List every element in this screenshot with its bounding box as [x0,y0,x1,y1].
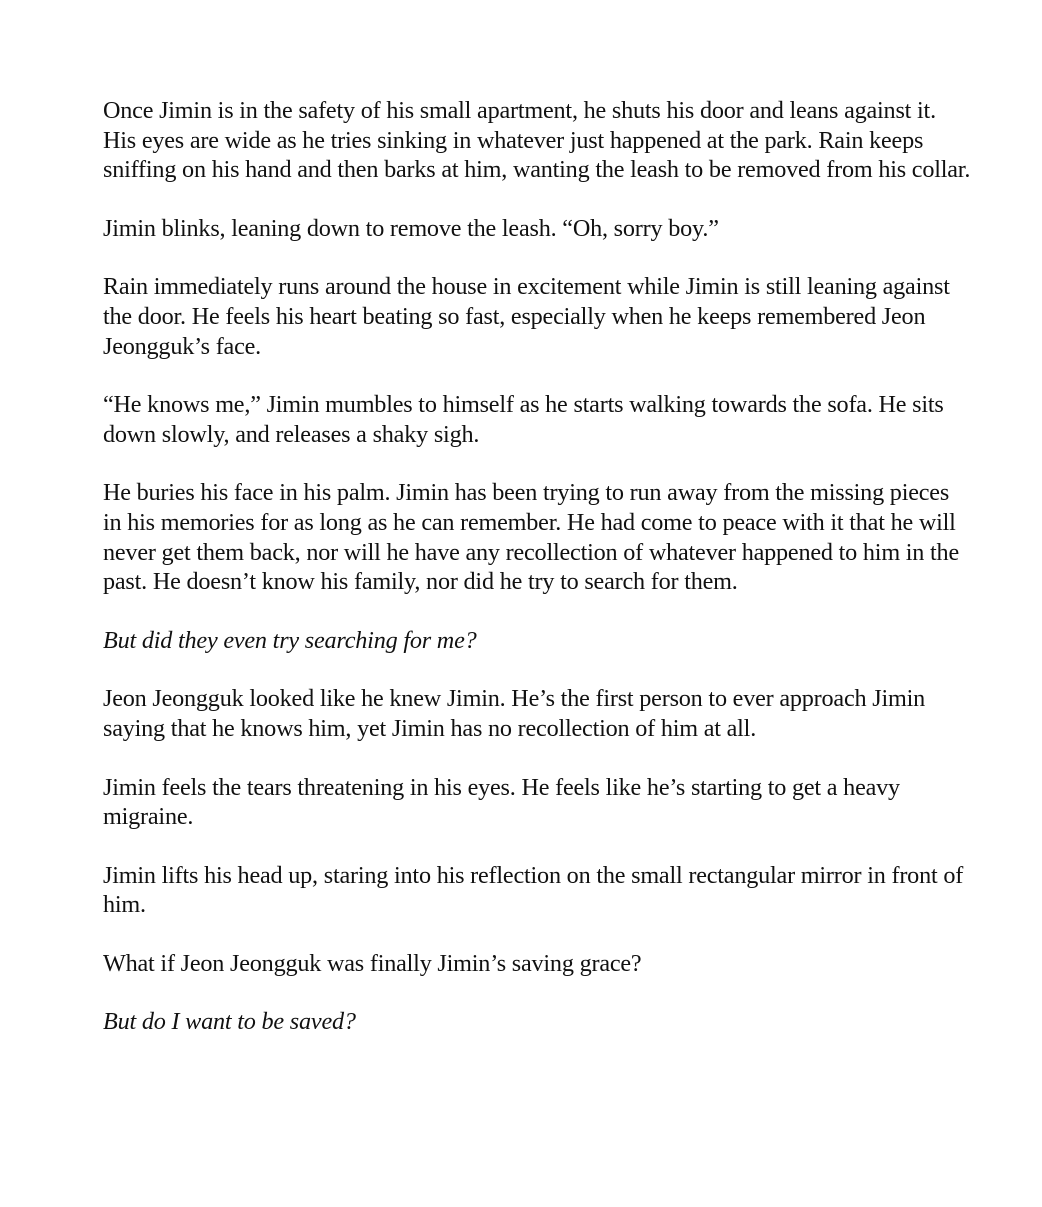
paragraph-2: Jimin blinks, leaning down to remove the leash. “Oh, sorry boy.” [103,214,719,242]
paragraph-10: What if Jeon Jeongguk was finally Jimin’s saving grace? [103,949,642,977]
paragraph-9: Jimin lifts his head up, staring into his reflection on the small rectangular mirror in front of him. [103,861,964,919]
paragraph-7: Jeon Jeongguk looked like he knew Jimin. He’s the first person to ever approach Jimin saying that he knows him, yet Jimin has no recollection of him at all. [103,685,925,742]
paragraph-1: Once Jimin is in the safety of his small apartment, he shuts his door and leans against it. His eyes are wide as he tries sinking in whatever just happened at the park. Rain keeps sniffing on his hand and then barks at him, wanting the leash to be removed from his collar. [103,97,971,184]
paragraph-11-italic-thought: But do I want to be saved? [103,1008,356,1036]
paragraph-5: He buries his face in his palm. Jimin has been trying to run away from the missing pieces in his memories for as long as he can remember. He had come to peace with it that he will never get them back, nor will he have any recollection of whatever happened to him in the past. He doesn’t know his family, nor did he try to search for them. [103,479,959,596]
paragraph-8: Jimin feels the tears threatening in his eyes. He feels like he’s starting to get a heavy migraine. [103,773,900,831]
document-page [103,96,973,1066]
paragraph-6-italic-thought: But did they even try searching for me? [103,626,477,654]
paragraph-4: “He knows me,” Jimin mumbles to himself as he starts walking towards the sofa. He sits down slowly, and releases a shaky sigh. [103,391,944,448]
paragraph-3: Rain immediately runs around the house in excitement while Jimin is still leaning against the door. He feels his heart beating so fast, especially when he keeps remembered Jeon Jeongguk’s face. [103,273,950,360]
